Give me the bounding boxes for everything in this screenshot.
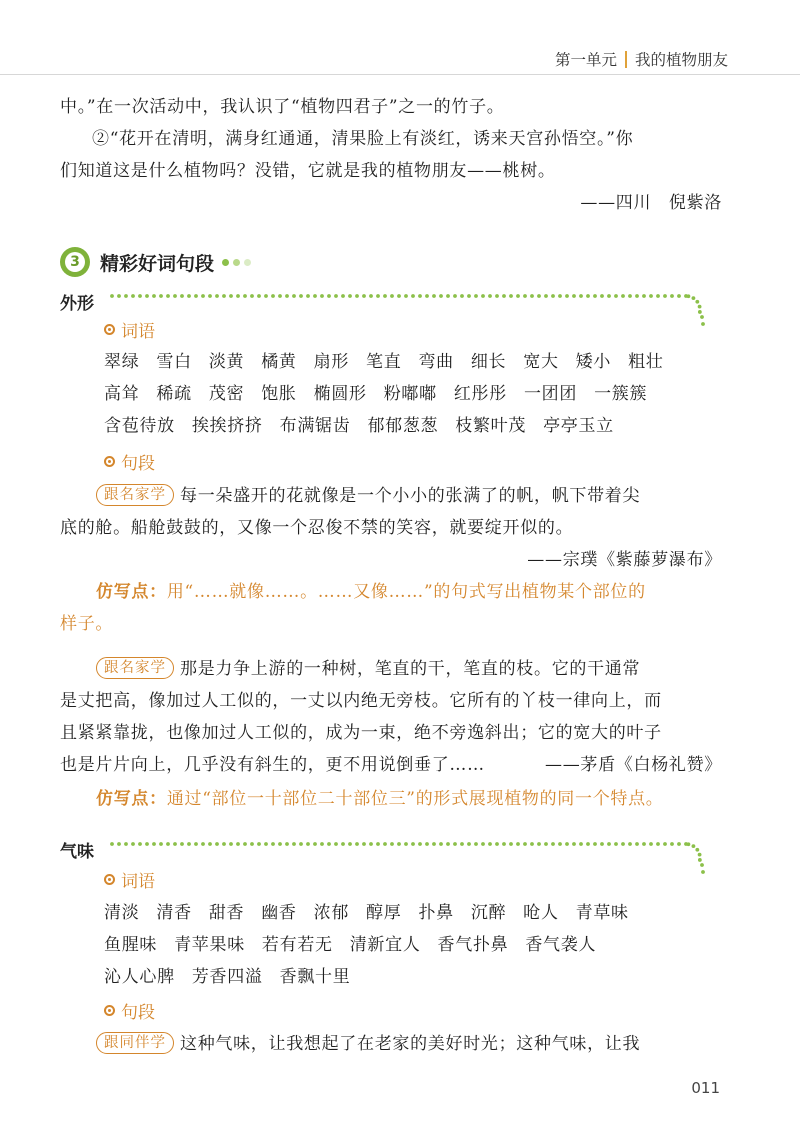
divider-dot (173, 294, 177, 298)
divider-dot (687, 294, 691, 298)
divider-dot (397, 294, 401, 298)
divider-dot (635, 842, 639, 846)
divider-dot (243, 294, 247, 298)
waixing-ex1-line-2: 底的舱。船舱鼓鼓的，又像一个忍俊不禁的笑容，就要绽开似的。 (60, 518, 574, 538)
word-item: 弯曲 (418, 352, 454, 372)
waixing-ex1-fangxie-2: 样子。 (60, 614, 114, 634)
divider-dot (411, 294, 415, 298)
word-item: 矮小 (575, 352, 612, 372)
fangxie-text-1: 用“……就像……。……又像……”的句式写出植物某个部位的 (166, 582, 646, 602)
section-dots (222, 259, 251, 266)
divider-dot (509, 294, 513, 298)
word-item: 枝繁叶茂 (455, 416, 527, 436)
divider-dot (600, 842, 604, 846)
divider-dot (656, 294, 660, 298)
divider-dot (621, 842, 625, 846)
divider-dot (474, 294, 478, 298)
divider-dot (670, 294, 674, 298)
divider-dot (159, 842, 163, 846)
word-item: 幽香 (261, 903, 297, 923)
divider-dot (208, 842, 212, 846)
divider-dot (432, 842, 436, 846)
divider-dot (145, 294, 149, 298)
waixing-ciyu-label: 词语 (121, 322, 155, 342)
waixing-ex1-fangxie (96, 577, 646, 608)
dotted-divider-waixing (108, 286, 730, 330)
divider-dot (700, 315, 704, 319)
divider-dot (530, 294, 534, 298)
divider-dot (572, 294, 576, 298)
word-item: 清香 (156, 903, 192, 923)
qiwei-words-row-2 (104, 930, 613, 961)
divider-dot (502, 294, 506, 298)
divider-dot (537, 842, 541, 846)
divider-dot (544, 294, 548, 298)
divider-dot (677, 294, 681, 298)
divider-dot (131, 294, 135, 298)
divider-dot (663, 294, 667, 298)
divider-dot (299, 294, 303, 298)
word-item: 翠绿 (104, 352, 140, 372)
divider-dot (698, 305, 702, 309)
header-unit: 第一单元 (554, 51, 617, 69)
divider-dot (187, 294, 191, 298)
divider-dot (264, 842, 268, 846)
divider-dot (692, 296, 696, 300)
divider-dot (124, 842, 128, 846)
divider-dot (537, 294, 541, 298)
divider-dot (362, 842, 366, 846)
ring-bullet-icon (104, 874, 115, 885)
word-item: 青草味 (575, 903, 629, 923)
divider-dot (194, 842, 198, 846)
intro-line-1: 中。”在一次活动中，我认识了“植物四君子”之一的竹子。 (60, 97, 505, 117)
divider-dot (152, 842, 156, 846)
divider-dot (523, 294, 527, 298)
divider-dot (355, 294, 359, 298)
word-item: 芳香四溢 (191, 967, 263, 987)
divider-dot (383, 842, 387, 846)
word-item: 一簇簇 (594, 384, 648, 404)
divider-dot (404, 842, 408, 846)
waixing-words-row-2 (104, 379, 664, 410)
divider-dot (327, 842, 331, 846)
divider-dot (621, 294, 625, 298)
divider-dot (341, 294, 345, 298)
word-item: 香气袭人 (525, 935, 597, 955)
divider-dot (635, 294, 639, 298)
fangxie-text: 通过“部位一十部位二十部位三”的形式展现植物的同一个特点。 (166, 789, 664, 809)
ex2-text-1: 那是力争上游的一种树，笔直的干，笔直的枝。它的干通常 (180, 659, 641, 679)
waixing-juduan-heading (104, 449, 155, 474)
word-item: 橘黄 (261, 352, 297, 372)
divider-dot (285, 842, 289, 846)
dot-2 (233, 259, 240, 266)
section-heading (60, 247, 251, 277)
word-item: 青苹果味 (174, 935, 245, 955)
divider-dot (656, 842, 660, 846)
word-item: 宽大 (523, 352, 559, 372)
waixing-ex2-line-3: 且紧紧靠拢，也像加过人工似的，成为一束，绝不旁逸斜出；它的宽大的叶子 (60, 723, 662, 743)
waixing-ex1-source: ——宗璞《紫藤萝瀑布》 (527, 550, 722, 570)
dotted-divider-qiwei (108, 834, 730, 878)
qiwei-ciyu-label: 词语 (121, 872, 155, 892)
divider-dot (376, 294, 380, 298)
intro-author: ——四川 倪紫洛 (580, 193, 722, 213)
divider-dot (495, 294, 499, 298)
divider-dot (313, 842, 317, 846)
divider-dot (649, 294, 653, 298)
tag-badge: 跟同伴学 (96, 1032, 174, 1054)
divider-dot (145, 842, 149, 846)
word-item: 沉醉 (470, 903, 507, 923)
word-item: 淡黄 (208, 352, 245, 372)
word-item: 若有若无 (261, 935, 333, 955)
word-item: 醇厚 (366, 903, 402, 923)
qiwei-juduan-label: 句段 (121, 1003, 155, 1023)
section-number-badge (60, 247, 90, 277)
divider-dot (194, 294, 198, 298)
divider-dot (159, 294, 163, 298)
divider-dot (692, 844, 696, 848)
divider-dot (530, 842, 534, 846)
qiwei-ciyu-heading (104, 867, 155, 892)
qiwei-ex1-line-1 (96, 1029, 640, 1060)
word-item: 沁人心脾 (104, 967, 175, 987)
word-item: 粗壮 (628, 352, 664, 372)
divider-dot (292, 842, 296, 846)
waixing-ex1-line-1 (96, 481, 640, 512)
word-item: 高耸 (104, 384, 140, 404)
divider-dot (327, 294, 331, 298)
divider-dot (467, 842, 471, 846)
ex1-text-1: 每一朵盛开的花就像是一个小小的张满了的帆，帆下带着尖 (180, 486, 641, 506)
intro-line-2: ②“花开在清明，满身红通通，清果脸上有淡红，诱来天宫孙悟空。”你 (92, 129, 634, 149)
intro-line-3: 们知道这是什么植物吗？没错，它就是我的植物朋友——桃树。 (60, 161, 556, 181)
category-waixing: 外形 (60, 294, 94, 314)
divider-dot (229, 294, 233, 298)
word-item: 扇形 (313, 352, 350, 372)
waixing-juduan-label: 句段 (121, 454, 155, 474)
page-number: 011 (691, 1079, 720, 1097)
category-qiwei: 气味 (60, 842, 94, 862)
divider-dot (572, 842, 576, 846)
divider-dot (670, 842, 674, 846)
running-header (555, 48, 728, 70)
divider-dot (411, 842, 415, 846)
divider-dot (700, 863, 704, 867)
divider-dot (271, 842, 275, 846)
divider-dot (439, 842, 443, 846)
divider-dot (628, 842, 632, 846)
word-item: 布满锯齿 (279, 416, 351, 436)
divider-dot (285, 294, 289, 298)
divider-dot (439, 294, 443, 298)
tag-badge: 跟名家学 (96, 484, 174, 506)
waixing-words-row-3 (104, 411, 631, 442)
divider-dot (369, 842, 373, 846)
waixing-ex2-line-1 (96, 654, 640, 685)
divider-dot (698, 853, 702, 857)
divider-dot (110, 294, 114, 298)
divider-dot (425, 842, 429, 846)
divider-dot (523, 842, 527, 846)
divider-dot (117, 842, 121, 846)
divider-dot (418, 294, 422, 298)
divider-dot (138, 294, 142, 298)
divider-dot (642, 842, 646, 846)
waixing-ex2-fangxie (96, 784, 664, 815)
divider-dot (418, 842, 422, 846)
fangxie-label: 仿写点： (96, 789, 167, 809)
section-number: 3 (65, 252, 85, 272)
divider-dot (222, 294, 226, 298)
divider-dot (201, 294, 205, 298)
divider-dot (257, 294, 261, 298)
divider-dot (698, 858, 702, 862)
divider-dot (600, 294, 604, 298)
divider-dot (292, 294, 296, 298)
divider-dot (250, 842, 254, 846)
word-item: 扑鼻 (418, 903, 454, 923)
divider-dot (481, 294, 485, 298)
qiwei-words-row-3 (104, 962, 367, 993)
header-chapter: 我的植物朋友 (634, 51, 728, 69)
word-item: 椭圆形 (313, 384, 367, 404)
divider-dot (341, 842, 345, 846)
divider-dot (558, 294, 562, 298)
divider-dot (453, 842, 457, 846)
divider-dot (698, 310, 702, 314)
divider-dot (579, 842, 583, 846)
divider-dot (558, 842, 562, 846)
divider-dot (551, 842, 555, 846)
divider-dot (131, 842, 135, 846)
divider-dot (565, 842, 569, 846)
waixing-ex2-line-2: 是丈把高，像加过人工似的，一丈以内绝无旁枝。它所有的丫枝一律向上，而 (60, 691, 662, 711)
divider-dot (687, 842, 691, 846)
divider-dot (695, 300, 699, 304)
header-rule (0, 74, 800, 75)
divider-dot (180, 842, 184, 846)
word-item: 清新宜人 (349, 935, 421, 955)
divider-dot (663, 842, 667, 846)
qiwei-juduan-heading (104, 998, 155, 1023)
divider-dot (488, 842, 492, 846)
divider-dot (348, 294, 352, 298)
divider-dot (701, 322, 705, 326)
divider-dot (467, 294, 471, 298)
word-item: 稀疏 (156, 384, 192, 404)
word-item: 清淡 (104, 903, 140, 923)
divider-dot (446, 842, 450, 846)
divider-dot (579, 294, 583, 298)
divider-dot (152, 294, 156, 298)
word-item: 茂密 (208, 384, 245, 404)
divider-dot (355, 842, 359, 846)
divider-dot (180, 294, 184, 298)
word-item: 红彤彤 (453, 384, 507, 404)
divider-dot (173, 842, 177, 846)
waixing-ex2-source: ——茅盾《白杨礼赞》 (545, 755, 722, 775)
divider-dot (306, 842, 310, 846)
divider-dot (236, 842, 240, 846)
word-item: 含苞待放 (104, 416, 175, 436)
divider-dot (390, 294, 394, 298)
divider-dot (320, 842, 324, 846)
divider-dot (432, 294, 436, 298)
divider-dot (390, 842, 394, 846)
divider-dot (313, 294, 317, 298)
word-item: 香气扑鼻 (437, 935, 509, 955)
word-item: 香飘十里 (279, 967, 351, 987)
divider-dot (474, 842, 478, 846)
word-item: 挨挨挤挤 (191, 416, 263, 436)
divider-dot (425, 294, 429, 298)
divider-dot (320, 294, 324, 298)
divider-dot (586, 842, 590, 846)
fangxie-label: 仿写点： (96, 582, 167, 602)
word-item: 郁郁葱葱 (367, 416, 439, 436)
waixing-words-row-1 (104, 347, 680, 378)
divider-dot (348, 842, 352, 846)
divider-dot (166, 842, 170, 846)
qiwei-ex1-text: 这种气味，让我想起了在老家的美好时光；这种气味，让我 (180, 1034, 641, 1054)
divider-dot (614, 294, 618, 298)
divider-dot (593, 842, 597, 846)
ring-bullet-icon (104, 456, 115, 467)
divider-dot (642, 294, 646, 298)
divider-dot (607, 294, 611, 298)
word-item: 浓郁 (313, 903, 350, 923)
divider-dot (607, 842, 611, 846)
divider-dot (222, 842, 226, 846)
dot-3 (244, 259, 251, 266)
word-item: 饱胀 (261, 384, 297, 404)
divider-dot (701, 870, 705, 874)
divider-dot (502, 842, 506, 846)
divider-dot (271, 294, 275, 298)
divider-dot (257, 842, 261, 846)
header-divider (625, 51, 627, 68)
divider-dot (264, 294, 268, 298)
divider-dot (404, 294, 408, 298)
divider-dot (236, 294, 240, 298)
divider-dot (586, 294, 590, 298)
qiwei-words-row-1 (104, 898, 646, 929)
divider-dot (215, 294, 219, 298)
divider-dot (362, 294, 366, 298)
divider-dot (334, 294, 338, 298)
divider-dot (369, 294, 373, 298)
divider-dot (649, 842, 653, 846)
divider-dot (201, 842, 205, 846)
divider-dot (551, 294, 555, 298)
ring-bullet-icon (104, 1005, 115, 1016)
divider-dot (243, 842, 247, 846)
divider-dot (117, 294, 121, 298)
divider-dot (376, 842, 380, 846)
divider-dot (446, 294, 450, 298)
divider-dot (215, 842, 219, 846)
word-item: 甜香 (208, 903, 245, 923)
divider-dot (208, 294, 212, 298)
divider-dot (509, 842, 513, 846)
waixing-ciyu-heading (104, 317, 155, 342)
divider-dot (453, 294, 457, 298)
divider-dot (250, 294, 254, 298)
word-item: 呛人 (523, 903, 559, 923)
dot-1 (222, 259, 229, 266)
divider-dot (187, 842, 191, 846)
section-title: 精彩好词句段 (100, 252, 215, 275)
divider-dot (229, 842, 233, 846)
divider-dot (397, 842, 401, 846)
word-item: 细长 (470, 352, 507, 372)
divider-dot (495, 842, 499, 846)
divider-dot (544, 842, 548, 846)
divider-dot (460, 294, 464, 298)
divider-dot (334, 842, 338, 846)
divider-dot (593, 294, 597, 298)
word-item: 笔直 (366, 352, 402, 372)
divider-dot (565, 294, 569, 298)
divider-dot (278, 294, 282, 298)
divider-dot (299, 842, 303, 846)
divider-dot (488, 294, 492, 298)
divider-dot (460, 842, 464, 846)
word-item: 一团团 (523, 384, 578, 404)
tag-badge: 跟名家学 (96, 657, 174, 679)
divider-dot (481, 842, 485, 846)
divider-dot (278, 842, 282, 846)
word-item: 亭亭玉立 (543, 416, 614, 436)
divider-dot (110, 842, 114, 846)
divider-dot (516, 294, 520, 298)
divider-dot (628, 294, 632, 298)
divider-dot (306, 294, 310, 298)
waixing-ex2-line-4: 也是片片向上，几乎没有斜生的，更不用说倒垂了…… (60, 755, 485, 775)
divider-dot (166, 294, 170, 298)
divider-dot (695, 848, 699, 852)
divider-dot (138, 842, 142, 846)
divider-dot (516, 842, 520, 846)
ring-bullet-icon (104, 324, 115, 335)
word-item: 雪白 (156, 352, 192, 372)
divider-dot (383, 294, 387, 298)
word-item: 粉嘟嘟 (383, 384, 437, 404)
word-item: 鱼腥味 (104, 935, 158, 955)
divider-dot (124, 294, 128, 298)
divider-dot (677, 842, 681, 846)
divider-dot (614, 842, 618, 846)
